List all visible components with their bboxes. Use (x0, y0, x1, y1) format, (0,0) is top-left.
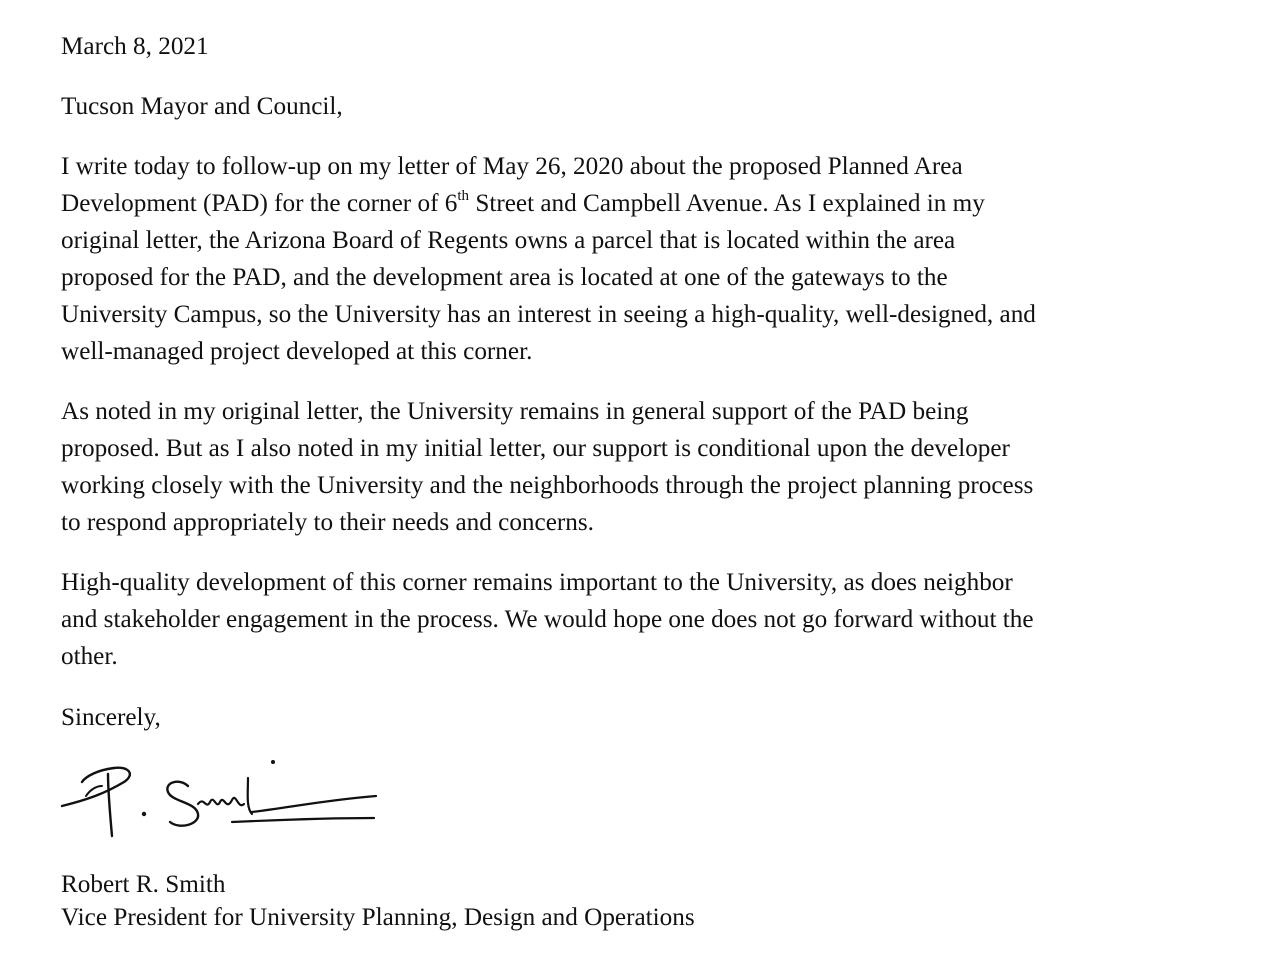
paragraph-1-line-1: I write today to follow-up on my letter of May 26, 2020 about the proposed Planned Area (61, 153, 963, 180)
paragraph-1-line-5: University Campus, so the University has an interest in seeing a high-quality, well-designed, and (61, 301, 1036, 328)
signer-name: Robert R. Smith (61, 871, 226, 898)
paragraph-3-line-3: other. (61, 643, 118, 670)
paragraph-2-line-3: working closely with the University and the neighborhoods through the project planning process (61, 472, 1034, 499)
paragraph-3-line-2: and stakeholder engagement in the process. We would hope one does not go forward without the (61, 606, 1034, 633)
paragraph-1-line-4: proposed for the PAD, and the development area is located at one of the gateways to the (61, 264, 948, 291)
date-text: March 8, 2021 (61, 33, 209, 60)
letter-date (61, 28, 209, 65)
signature-image (56, 752, 386, 847)
paragraph-1-line-6: well-managed project developed at this corner. (61, 338, 533, 365)
salutation (61, 88, 343, 125)
signer-title: Vice President for University Planning, Design and Operations (61, 904, 695, 931)
closing-text: Sincerely, (61, 704, 161, 731)
ordinal-superscript: th (457, 187, 470, 204)
paragraph-3 (61, 564, 1034, 675)
paragraph-2 (61, 393, 1033, 541)
paragraph-2-line-2: proposed. But as I also noted in my initial letter, our support is conditional upon the developer (61, 435, 1010, 462)
salutation-text: Tucson Mayor and Council, (61, 93, 343, 120)
paragraph-1-line-2-after: Street and Campbell Avenue. As I explained in my (469, 190, 985, 217)
paragraph-2-line-1: As noted in my original letter, the University remains in general support of the PAD being (61, 398, 969, 425)
paragraph-3-line-1: High-quality development of this corner remains important to the University, as does neighbor (61, 569, 1013, 596)
paragraph-2-line-4: to respond appropriately to their needs and concerns. (61, 509, 594, 536)
paragraph-1-line-2-before: Development (PAD) for the corner of 6 (61, 190, 458, 217)
closing (61, 699, 161, 736)
paragraph-1-line-2 (61, 185, 1036, 222)
paragraph-1-line-3: original letter, the Arizona Board of Regents owns a parcel that is located within the area (61, 227, 956, 254)
paragraph-1 (61, 148, 1036, 370)
